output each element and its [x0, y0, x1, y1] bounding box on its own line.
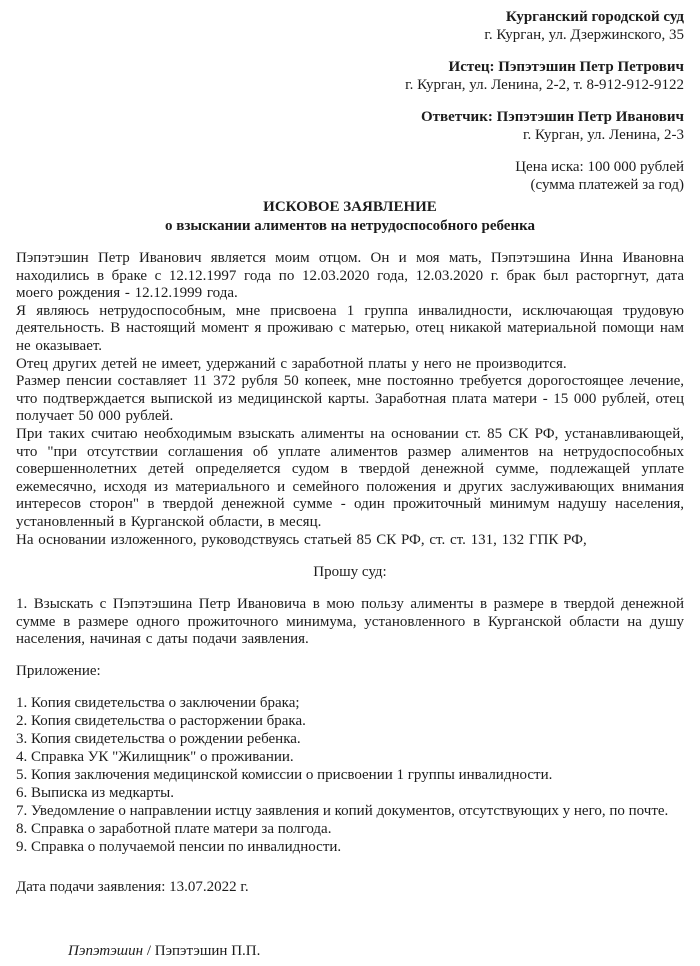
- court-block: [16, 8, 684, 44]
- document-title: [16, 198, 684, 236]
- request-paragraph: 1. Взыскать с Пэпэтэшина Петр Ивановича в мою пользу алименты в размере в твердой денежной сумме в размере одного прожиточного минимума, установленного в Курганской области на душу населения, начиная с даты подачи заявления.: [16, 596, 684, 648]
- claim-price-block: [16, 158, 684, 194]
- attachments-heading: Приложение:: [16, 662, 101, 679]
- attachment-item: 5. Копия заключения медицинской комиссии о присвоении 1 группы инвалидности.: [16, 766, 553, 783]
- attachment-item: 7. Уведомление о направлении истцу заявления и копий документов, отсутствующих у него, по почте.: [16, 802, 669, 819]
- defendant-address: г. Курган, ул. Ленина, 2-3: [523, 127, 684, 143]
- court-name: Курганский городской суд: [505, 9, 684, 25]
- title-line-1: ИСКОВОЕ ЗАЯВЛЕНИЕ: [263, 199, 437, 215]
- signature-separator: /: [143, 942, 155, 959]
- filing-date: Дата подачи заявления: 13.07.2022 г.: [16, 878, 249, 895]
- request-heading: Прошу суд:: [313, 564, 387, 581]
- document-header: [16, 8, 684, 194]
- attachment-item: 1. Копия свидетельства о заключении брака;: [16, 694, 300, 711]
- attachment-item: 3. Копия свидетельства о рождении ребенка.: [16, 730, 301, 747]
- attachment-item: 4. Справка УК "Жилищник" о проживании.: [16, 748, 294, 765]
- claim-price-note: (сумма платежей за год): [530, 177, 684, 193]
- plaintiff-name: Истец: Пэпэтэшин Петр Петрович: [448, 59, 684, 75]
- court-address: г. Курган, ул. Дзержинского, 35: [484, 27, 684, 43]
- plaintiff-block: [16, 58, 684, 94]
- attachment-item: 2. Копия свидетельства о расторжении брака.: [16, 712, 306, 729]
- title-line-2: о взыскании алиментов на нетрудоспособного ребенка: [164, 218, 536, 234]
- claim-price: Цена иска: 100 000 рублей: [515, 159, 684, 175]
- body-paragraph: Пэпэтэшин Петр Иванович является моим отцом. Он и моя мать, Пэпэтэшина Инна Ивановна находились в браке с 12.12.1997 года по 12.03.2020 года, 12.03.2020 г. брак был расторгнут, дата моего рождения - 12.12.1999 года.: [16, 250, 684, 302]
- body-paragraph: Отец других детей не имеет, удержаний с заработной платы у него не производится.: [16, 355, 567, 372]
- signature-printed-name: Пэпэтэшин П.П.: [154, 942, 261, 959]
- signature-line: [16, 942, 684, 960]
- document-body: [16, 250, 684, 549]
- attachment-item: 9. Справка о получаемой пенсии по инвалидности.: [16, 838, 342, 855]
- signature-handwritten: Пэпэтэшин: [68, 942, 144, 959]
- plaintiff-address: г. Курган, ул. Ленина, 2-2, т. 8-912-912-9122: [405, 77, 684, 93]
- attachment-item: 8. Справка о заработной плате матери за полгода.: [16, 820, 332, 837]
- body-paragraph: На основании изложенного, руководствуясь статьей 85 СК РФ, ст. ст. 131, 132 ГПК РФ,: [16, 531, 587, 548]
- defendant-block: [16, 108, 684, 144]
- attachments-list: [16, 694, 684, 856]
- attachment-item: 6. Выписка из медкарты.: [16, 784, 174, 801]
- body-paragraph: Я являюсь нетрудоспособным, мне присвоена 1 группа инвалидности, исключающая трудовую деятельность. В настоящий момент я проживаю с матерью, отец никакой материальной помощи нам не оказывает.: [16, 302, 684, 354]
- body-paragraph: При таких считаю необходимым взыскать алименты на основании ст. 85 СК РФ, устанавливающей, что "при отсутствии соглашения об уплате алиментов размер алиментов на нетрудоспособных совершеннолетних детей определяется судом в твердой денежной сумме, подлежащей уплате ежемесячно, исходя из материального и семейного положения и других заслуживающих внимания интересов сторон" в твердой денежной сумме - один прожиточный минимум надушу населения, установленный в Курганской области, в месяц.: [16, 425, 684, 530]
- defendant-name: Ответчик: Пэпэтэшин Петр Иванович: [420, 109, 684, 125]
- body-paragraph: Размер пенсии составляет 11 372 рубля 50 копеек, мне постоянно требуется дорогостоящее лечение, что подтверждается выпиской из медицинской карты. Заработная плата матери - 15 000 рублей, отец получает 50 000 рублей.: [16, 373, 684, 425]
